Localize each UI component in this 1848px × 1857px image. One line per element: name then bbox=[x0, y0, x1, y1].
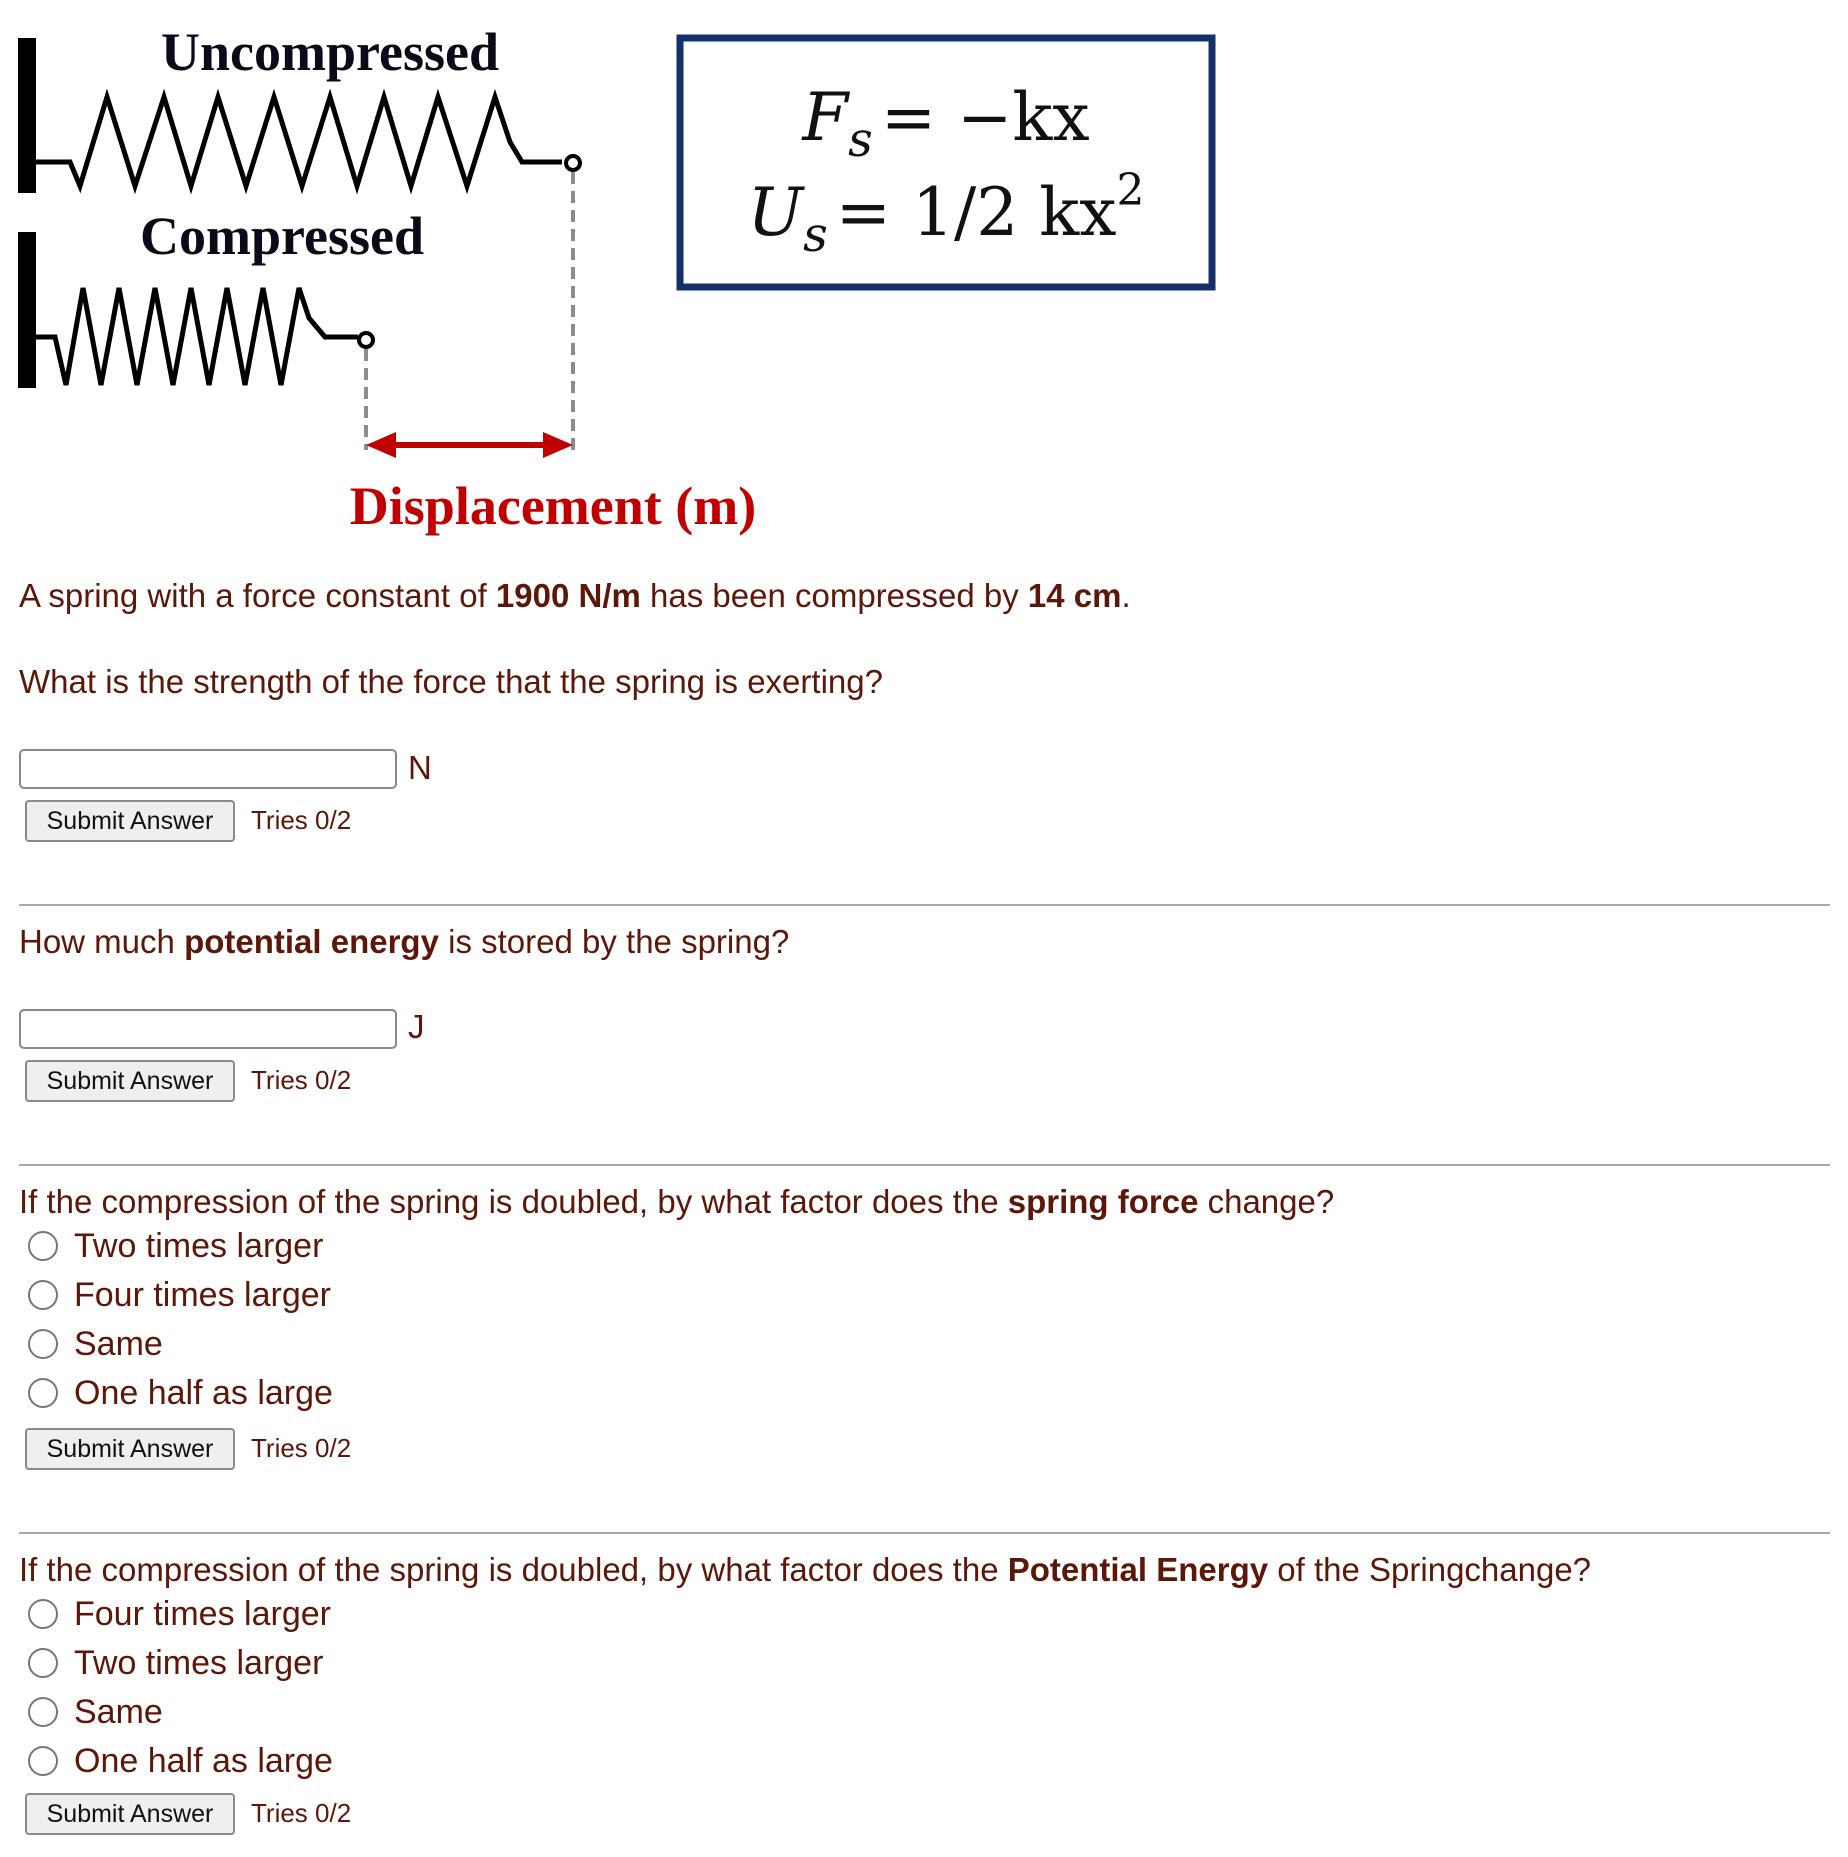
formula-force: $F_s = -kx$ bbox=[802, 79, 1090, 168]
option-q4-two-times-larger[interactable] bbox=[28, 1640, 323, 1686]
question-text: What is the strength of the force that the spring is exerting? bbox=[19, 663, 883, 700]
submit-answer-button-q4[interactable]: Submit Answer bbox=[25, 1793, 235, 1835]
question-1-text bbox=[19, 662, 883, 702]
submit-answer-button-q3[interactable]: Submit Answer bbox=[25, 1428, 235, 1470]
question-emphasis: Potential Energy bbox=[1007, 1551, 1269, 1588]
compression-value: 14 cm bbox=[1027, 577, 1122, 614]
intro-text: A spring with a force constant of bbox=[19, 577, 496, 614]
option-q3-two-times-larger[interactable] bbox=[28, 1223, 323, 1269]
displacement-arrow-right-head bbox=[543, 432, 573, 458]
question-4-text bbox=[19, 1550, 1591, 1590]
question-text: of the Springchange? bbox=[1268, 1551, 1592, 1588]
divider bbox=[19, 1532, 1830, 1534]
option-q3-one-half[interactable] bbox=[28, 1370, 333, 1416]
spring-end-compressed bbox=[359, 333, 373, 347]
option-q4-same[interactable] bbox=[28, 1689, 163, 1735]
radio-button[interactable] bbox=[28, 1329, 58, 1359]
spring-uncompressed bbox=[36, 97, 562, 186]
intro-text: . bbox=[1121, 577, 1131, 614]
radio-button[interactable] bbox=[28, 1746, 58, 1776]
question-text: change? bbox=[1198, 1183, 1335, 1220]
option-label[interactable]: Four times larger bbox=[74, 1595, 331, 1633]
force-answer-input[interactable] bbox=[19, 749, 397, 789]
question-emphasis: spring force bbox=[1007, 1183, 1199, 1220]
radio-button[interactable] bbox=[28, 1599, 58, 1629]
option-label[interactable]: One half as large bbox=[74, 1374, 333, 1412]
formula-energy: $U_s = 1/2$ $kx^2$ bbox=[747, 165, 1145, 263]
label-compressed: Compressed bbox=[139, 206, 425, 266]
label-displacement: Displacement (m) bbox=[349, 476, 757, 536]
radio-button[interactable] bbox=[28, 1378, 58, 1408]
option-label[interactable]: Four times larger bbox=[74, 1276, 331, 1314]
question-text: If the compression of the spring is doubled, by what factor does the bbox=[19, 1551, 1008, 1588]
option-label[interactable]: Two times larger bbox=[74, 1227, 324, 1265]
question-3-text bbox=[19, 1182, 1334, 1222]
wall-top bbox=[18, 38, 36, 193]
option-label[interactable]: Two times larger bbox=[74, 1644, 324, 1682]
problem-statement bbox=[19, 576, 1131, 616]
spring-diagram bbox=[0, 0, 1848, 560]
tries-counter-q3: Tries 0/2 bbox=[251, 1433, 352, 1463]
radio-button[interactable] bbox=[28, 1280, 58, 1310]
divider bbox=[19, 904, 1830, 906]
question-text: If the compression of the spring is doubled, by what factor does the bbox=[19, 1183, 1008, 1220]
tries-counter-q4: Tries 0/2 bbox=[251, 1798, 352, 1828]
question-text: is stored by the spring? bbox=[438, 923, 790, 960]
tries-counter-q2: Tries 0/2 bbox=[251, 1065, 352, 1095]
force-constant-value: 1900 N/m bbox=[495, 577, 641, 614]
option-q3-four-times-larger[interactable] bbox=[28, 1272, 331, 1318]
option-q3-same[interactable] bbox=[28, 1321, 163, 1367]
question-text: How much bbox=[19, 923, 185, 960]
question-emphasis: potential energy bbox=[184, 923, 439, 960]
wall-bottom bbox=[18, 232, 36, 388]
radio-button[interactable] bbox=[28, 1648, 58, 1678]
option-label[interactable]: One half as large bbox=[74, 1742, 333, 1780]
intro-text: has been compressed by bbox=[640, 577, 1028, 614]
question-2-text bbox=[19, 922, 789, 962]
spring-end-uncompressed bbox=[566, 156, 580, 170]
displacement-arrow-left-head bbox=[366, 432, 396, 458]
label-uncompressed: Uncompressed bbox=[160, 22, 500, 82]
radio-button[interactable] bbox=[28, 1697, 58, 1727]
submit-answer-button-q1[interactable]: Submit Answer bbox=[25, 800, 235, 842]
submit-answer-button-q2[interactable]: Submit Answer bbox=[25, 1060, 235, 1102]
option-q4-one-half[interactable] bbox=[28, 1738, 333, 1784]
option-label[interactable]: Same bbox=[74, 1325, 163, 1363]
tries-counter-q1: Tries 0/2 bbox=[251, 805, 352, 835]
radio-button[interactable] bbox=[28, 1231, 58, 1261]
option-label[interactable]: Same bbox=[74, 1693, 163, 1731]
divider bbox=[19, 1164, 1830, 1166]
unit-joules: J bbox=[408, 1008, 425, 1045]
energy-answer-input[interactable] bbox=[19, 1009, 397, 1049]
unit-newtons: N bbox=[408, 749, 432, 786]
option-q4-four-times-larger[interactable] bbox=[28, 1591, 331, 1637]
spring-compressed bbox=[36, 288, 358, 385]
